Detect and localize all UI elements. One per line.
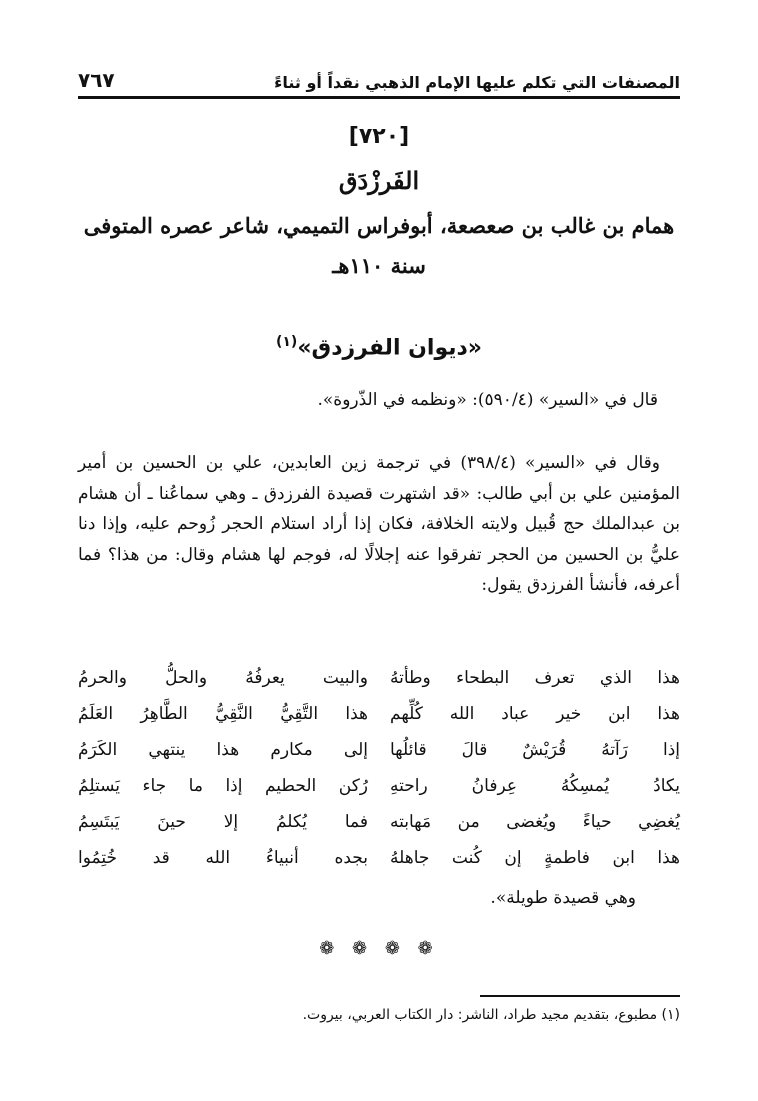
verse-first-hemistich: هذا الذي تعرف البطحاء وطأتهُ	[390, 668, 680, 688]
verse-first-hemistich: هذا ابن خير عباد الله كُلِّهم	[390, 704, 680, 724]
paragraph-2: وقال في «السير» (٣٩٨/٤) في ترجمة زين العابدين، علي بن الحسين بن أمير المؤمنين علي بن أبي طالب: «قد اشتهرت قصيدة الفرزدق ـ وهي سماعُنا ـ أن هشام بن عبدالملك حج قُبيل ولايته الخلافة، فكان إذا أراد استلام الحجر زُوحم عليه، وإذا دنا عليُّ بن الحسين من الحجر تفرقوا عنه إجلالًا له، فوجم لها هشام وقال: من هذا؟ فما أعرفه، فأنشأ الفرزدق يقول:	[78, 453, 680, 595]
closing-line: وهي قصيدة طويلة».	[490, 888, 636, 908]
verse	[78, 696, 680, 732]
footnote: (١) مطبوع، بتقديم مجيد طراد، الناشر: دار الكتاب العربي، بيروت.	[302, 1007, 680, 1023]
running-header-title: المصنفات التي تكلم عليها الإمام الذهبي نقداً أو ثناءً	[274, 73, 680, 92]
verse	[78, 660, 680, 696]
verse	[78, 804, 680, 840]
running-header	[78, 62, 680, 99]
verse	[78, 840, 680, 876]
verse-second-hemistich: رُكن الحطيم إذا ما جاء يَستلِمُ	[78, 776, 368, 796]
verse-first-hemistich: يُغضِي حياءً ويُغضى من مَهابته	[390, 812, 680, 832]
verse	[78, 768, 680, 804]
verse-second-hemistich: والبيت يعرفُهُ والحلُّ والحرمُ	[78, 668, 368, 688]
poet-description: همام بن غالب بن صعصعة، أبوفراس التميمي، شاعر عصره المتوفى سنة ١١٠هـ	[83, 213, 675, 278]
entry-number: [٧٢٠]	[348, 124, 410, 149]
verse-second-hemistich: بجده أنبياءُ الله قد خُتِمُوا	[78, 848, 368, 868]
verse-second-hemistich: فما يُكلمُ إلا حينَ يَبتَسِمُ	[78, 812, 368, 832]
footnote-marker: (١)	[275, 334, 298, 350]
verse-first-hemistich: هذا ابن فاطمةٍ إن كُنت جاهلهُ	[390, 848, 680, 868]
section-ornament: ❁ ❁ ❁ ❁	[319, 938, 439, 959]
footnote-divider	[480, 995, 680, 997]
verse-first-hemistich: يكادُ يُمسِكُهُ عِرفانُ راحتهِ	[390, 776, 680, 796]
page-number: ٧٦٧	[78, 68, 115, 92]
paragraph-1: قال في «السير» (٥٩٠/٤): «ونظمه في الذّروة».	[317, 390, 658, 410]
poet-name: الفَرزْدَق	[338, 166, 420, 195]
book-title	[0, 334, 758, 360]
verse	[78, 732, 680, 768]
book-title-text: «ديوان الفرزدق»	[297, 335, 483, 361]
poem	[78, 660, 680, 876]
verse-first-hemistich: إذا رَآتهُ قُرَيْشٌ قالَ قائلُها	[390, 740, 680, 760]
verse-second-hemistich: هذا التَّقِيُّ النَّقِيُّ الطَّاهِرُ العَلَمُ	[78, 704, 368, 724]
verse-second-hemistich: إلى مكارم هذا ينتهي الكَرَمُ	[78, 740, 368, 760]
